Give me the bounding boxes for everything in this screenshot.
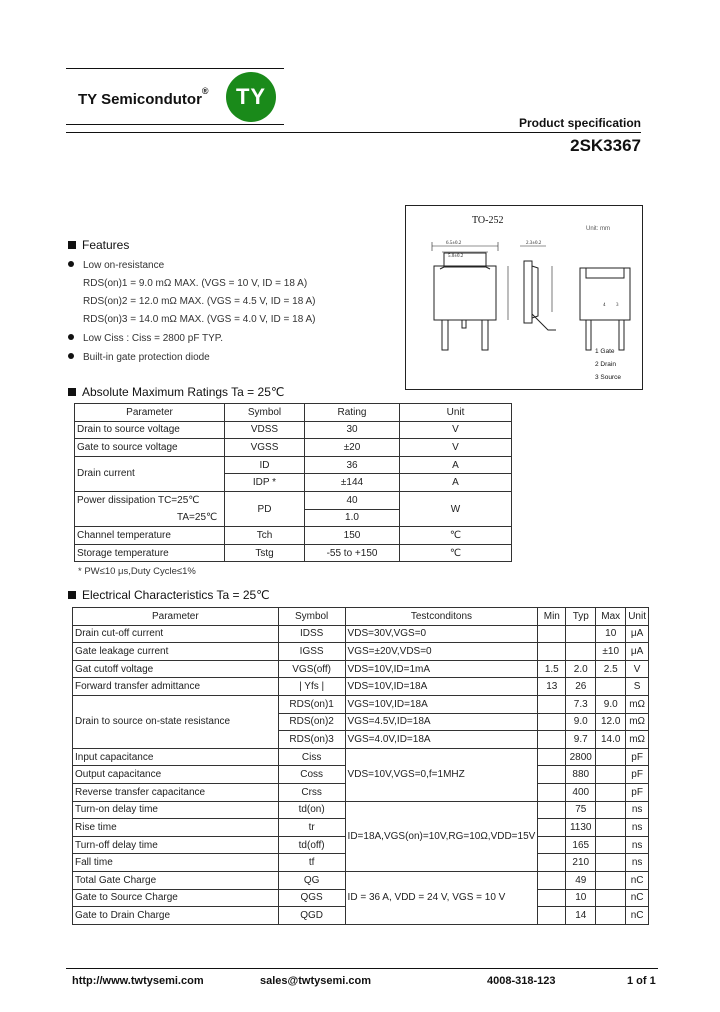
table-header-cell: Testconditons [345, 608, 538, 626]
table-cell [538, 766, 566, 784]
table-cell: VDS=30V,VGS=0 [345, 625, 538, 643]
table-cell: 210 [566, 854, 596, 872]
table-cell: pF [626, 748, 649, 766]
table-cell [596, 836, 626, 854]
table-cell: IDSS [278, 625, 345, 643]
table-cell: Channel temperature [75, 527, 225, 545]
package-unit: Unit: mm [586, 226, 610, 232]
elec-heading: Electrical Characteristics Ta = 25℃ [68, 588, 270, 602]
table-cell [538, 731, 566, 749]
table-cell: Gate to Drain Charge [73, 907, 279, 925]
table-cell: nC [626, 889, 649, 907]
header-top-rule [66, 68, 284, 69]
footer-url[interactable]: http://www.twtysemi.com [72, 975, 204, 987]
svg-text:6.5±0.2: 6.5±0.2 [446, 241, 462, 246]
header-bottom-rule [66, 124, 284, 125]
footer-phone: 4008-318-123 [487, 975, 556, 987]
table-cell: mΩ [626, 731, 649, 749]
brand-name: TY Semicondutor® [78, 86, 209, 108]
footer-page: 1 of 1 [627, 975, 656, 987]
table-cell [566, 643, 596, 661]
pin-3-label: 3 Source [595, 374, 622, 381]
table-cell [538, 695, 566, 713]
table-cell: 40 [305, 491, 400, 509]
table-cell: μA [626, 625, 649, 643]
table-cell: pF [626, 766, 649, 784]
table-cell: td(off) [278, 836, 345, 854]
table-cell: tf [278, 854, 345, 872]
table-cell: 150 [305, 527, 400, 545]
table-cell: 7.3 [566, 695, 596, 713]
table-cell: 9.0 [566, 713, 596, 731]
table-cell: RDS(on)2 [278, 713, 345, 731]
table-cell: -55 to +150 [305, 544, 400, 562]
table-cell: 9.7 [566, 731, 596, 749]
table-cell [596, 889, 626, 907]
svg-text:4: 4 [603, 303, 606, 308]
table-cell: 2800 [566, 748, 596, 766]
table-cell: Turn-off delay time [73, 836, 279, 854]
table-cell: Reverse transfer capacitance [73, 783, 279, 801]
table-cell: Output capacitance [73, 766, 279, 784]
table-row [73, 625, 649, 643]
table-cell [596, 678, 626, 696]
table-cell: Storage temperature [75, 544, 225, 562]
table-cell [596, 748, 626, 766]
table-cell [538, 819, 566, 837]
table-row [73, 643, 649, 661]
table-cell: QGD [278, 907, 345, 925]
table-cell: 1130 [566, 819, 596, 837]
footer-rule [66, 968, 658, 969]
table-header-row [75, 404, 512, 422]
table-header-cell: Min [538, 608, 566, 626]
abs-max-table [74, 403, 512, 562]
table-cell [596, 871, 626, 889]
table-cell [538, 748, 566, 766]
table-cell [596, 766, 626, 784]
abs-max-note: * PW≤10 μs,Duty Cycle≤1% [78, 566, 196, 577]
table-cell: A [400, 474, 512, 492]
table-cell: pF [626, 783, 649, 801]
table-cell [596, 801, 626, 819]
table-row [75, 544, 512, 562]
abs-max-heading: Absolute Maximum Ratings Ta = 25℃ [68, 385, 284, 399]
table-header-cell: Parameter [73, 608, 279, 626]
table-cell: IDP * [225, 474, 305, 492]
table-cell: Coss [278, 766, 345, 784]
table-cell: ns [626, 854, 649, 872]
table-cell: QGS [278, 889, 345, 907]
svg-text:3: 3 [616, 303, 619, 308]
table-header-cell: Rating [305, 404, 400, 422]
table-cell: 9.0 [596, 695, 626, 713]
table-cell: Forward transfer admittance [73, 678, 279, 696]
table-cell: VDS=10V,ID=18A [345, 678, 538, 696]
table-cell: 75 [566, 801, 596, 819]
table-cell: VGS(off) [278, 660, 345, 678]
table-cell: 30 [305, 421, 400, 439]
table-cell: nC [626, 871, 649, 889]
table-cell: A [400, 456, 512, 474]
feature-subitem: RDS(on)1 = 9.0 mΩ MAX. (VGS = 10 V, ID = 18 A) [83, 278, 308, 289]
table-header-row [73, 608, 649, 626]
table-cell: ±10 [596, 643, 626, 661]
table-cell [538, 801, 566, 819]
table-cell [596, 783, 626, 801]
table-cell: 10 [596, 625, 626, 643]
table-cell: IGSS [278, 643, 345, 661]
table-cell: 165 [566, 836, 596, 854]
table-cell: Fall time [73, 854, 279, 872]
table-cell [566, 625, 596, 643]
table-header-cell: Symbol [225, 404, 305, 422]
feature-subitem: RDS(on)3 = 14.0 mΩ MAX. (VGS = 4.0 V, ID = 18 A) [83, 314, 316, 325]
table-cell: 49 [566, 871, 596, 889]
table-cell: tr [278, 819, 345, 837]
table-row [73, 695, 649, 713]
feature-item: Low Ciss : Ciss = 2800 pF TYP. [68, 333, 223, 344]
table-cell: Crss [278, 783, 345, 801]
table-cell [596, 819, 626, 837]
table-header-cell: Unit [626, 608, 649, 626]
table-cell: VGS=4.0V,ID=18A [345, 731, 538, 749]
table-cell [538, 889, 566, 907]
table-cell: 12.0 [596, 713, 626, 731]
table-cell: Power dissipation TC=25℃ [75, 491, 225, 509]
table-cell: VGS=4.5V,ID=18A [345, 713, 538, 731]
table-cell: ID = 36 A, VDD = 24 V, VGS = 10 V [345, 871, 538, 924]
table-cell: μA [626, 643, 649, 661]
table-row [73, 801, 649, 819]
table-cell [596, 854, 626, 872]
feature-subitem: RDS(on)2 = 12.0 mΩ MAX. (VGS = 4.5 V, ID = 18 A) [83, 296, 316, 307]
table-cell: Rise time [73, 819, 279, 837]
table-cell: VGS=±20V,VDS=0 [345, 643, 538, 661]
table-cell: Tstg [225, 544, 305, 562]
table-cell [538, 713, 566, 731]
table-cell: 1.5 [538, 660, 566, 678]
table-cell: TA=25℃ [75, 509, 225, 527]
table-cell: ID [225, 456, 305, 474]
table-row [75, 491, 512, 509]
table-cell: 2.0 [566, 660, 596, 678]
package-name: TO-252 [472, 215, 504, 226]
feature-item: Built-in gate protection diode [68, 352, 210, 363]
table-cell [538, 625, 566, 643]
table-cell: ±20 [305, 439, 400, 457]
table-row [73, 678, 649, 696]
table-cell: 13 [538, 678, 566, 696]
table-cell: VDS=10V,ID=1mA [345, 660, 538, 678]
feature-item: Low on-resistance [68, 260, 164, 271]
table-cell: mΩ [626, 695, 649, 713]
product-spec-label: Product specification [518, 116, 641, 130]
table-cell: Total Gate Charge [73, 871, 279, 889]
table-header-cell: Parameter [75, 404, 225, 422]
table-cell: ID=18A,VGS(on)=10V,RG=10Ω,VDD=15V [345, 801, 538, 871]
part-number: 2SK3367 [570, 136, 641, 155]
table-header-cell: Typ [566, 608, 596, 626]
table-cell: Ciss [278, 748, 345, 766]
table-cell [538, 854, 566, 872]
footer-email[interactable]: sales@twtysemi.com [260, 975, 371, 987]
table-row [73, 748, 649, 766]
table-cell: QG [278, 871, 345, 889]
table-row [75, 421, 512, 439]
table-cell: ns [626, 801, 649, 819]
table-cell: 2.5 [596, 660, 626, 678]
pin-2-label: 2 Drain [595, 361, 616, 368]
package-outline-icon [406, 206, 642, 356]
package-drawing [405, 205, 643, 390]
table-cell [538, 836, 566, 854]
table-cell: ℃ [400, 544, 512, 562]
table-row [75, 527, 512, 545]
table-cell: ℃ [400, 527, 512, 545]
table-cell: VDS=10V,VGS=0,f=1MHZ [345, 748, 538, 801]
table-cell: VGS=10V,ID=18A [345, 695, 538, 713]
table-cell: 36 [305, 456, 400, 474]
table-cell [538, 871, 566, 889]
svg-text:2.3±0.2: 2.3±0.2 [526, 241, 542, 246]
table-cell: V [400, 421, 512, 439]
header-main-rule [66, 132, 641, 133]
table-cell: Tch [225, 527, 305, 545]
table-cell: Gate to source voltage [75, 439, 225, 457]
table-row [75, 439, 512, 457]
table-cell: RDS(on)3 [278, 731, 345, 749]
table-row [73, 871, 649, 889]
ty-logo: TY [226, 72, 276, 122]
table-cell: Gate leakage current [73, 643, 279, 661]
table-cell [538, 783, 566, 801]
table-cell: 10 [566, 889, 596, 907]
table-row [75, 456, 512, 474]
table-cell: V [400, 439, 512, 457]
table-cell: ±144 [305, 474, 400, 492]
table-header-cell: Max [596, 608, 626, 626]
table-cell: Gat cutoff voltage [73, 660, 279, 678]
table-cell: Gate to Source Charge [73, 889, 279, 907]
table-cell: nC [626, 907, 649, 925]
table-cell: Drain to source voltage [75, 421, 225, 439]
table-cell: W [400, 491, 512, 526]
table-cell: 880 [566, 766, 596, 784]
svg-text:5.0±0.2: 5.0±0.2 [448, 254, 464, 259]
table-cell: S [626, 678, 649, 696]
pin-1-label: 1 Gate [595, 348, 615, 355]
table-row [73, 660, 649, 678]
table-cell: ns [626, 819, 649, 837]
table-header-cell: Unit [400, 404, 512, 422]
table-cell: VGSS [225, 439, 305, 457]
table-cell [538, 643, 566, 661]
table-cell: VDSS [225, 421, 305, 439]
table-cell: Drain current [75, 456, 225, 491]
features-heading: Features [68, 238, 129, 252]
table-cell: RDS(on)1 [278, 695, 345, 713]
table-cell: 14.0 [596, 731, 626, 749]
table-cell: PD [225, 491, 305, 526]
table-cell [538, 907, 566, 925]
table-cell: mΩ [626, 713, 649, 731]
table-cell: Drain cut-off current [73, 625, 279, 643]
table-cell: | Yfs | [278, 678, 345, 696]
table-cell: V [626, 660, 649, 678]
table-cell: ns [626, 836, 649, 854]
table-cell: 26 [566, 678, 596, 696]
table-cell: td(on) [278, 801, 345, 819]
table-cell: Input capacitance [73, 748, 279, 766]
elec-table [72, 607, 649, 925]
table-cell: 14 [566, 907, 596, 925]
table-cell: 400 [566, 783, 596, 801]
table-cell [596, 907, 626, 925]
table-cell: Turn-on delay time [73, 801, 279, 819]
table-header-cell: Symbol [278, 608, 345, 626]
table-cell: 1.0 [305, 509, 400, 527]
table-cell: Drain to source on-state resistance [73, 695, 279, 748]
